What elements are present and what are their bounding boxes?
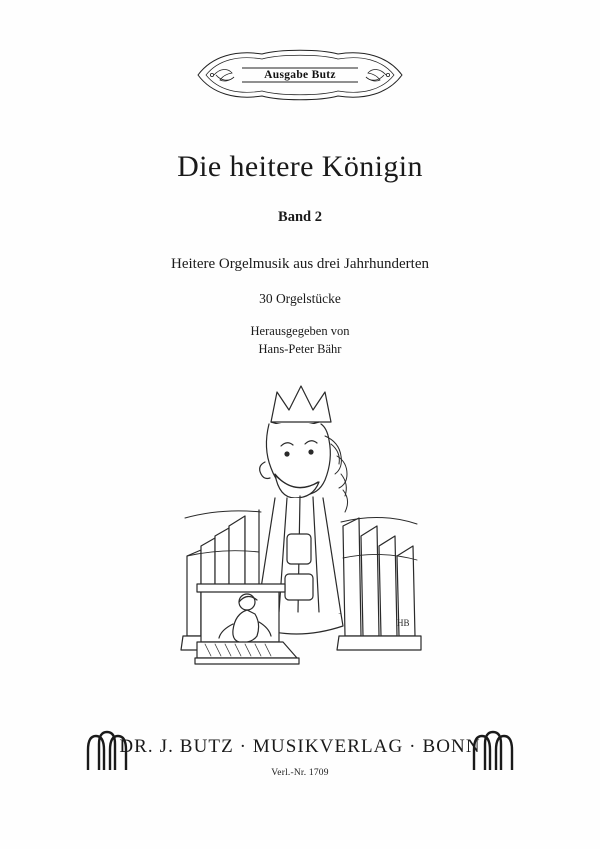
publisher-name: DR. J. BUTZ · MUSIKVERLAG · BONN	[119, 736, 481, 757]
illustration-signature: HB	[397, 618, 410, 628]
volume-label: Band 2	[278, 209, 322, 225]
editor-prefix: Herausgegeben von	[250, 324, 350, 338]
title-block	[0, 150, 600, 307]
cover-illustration	[135, 378, 465, 678]
emblem-ornament-right	[366, 69, 390, 81]
right-organ-pipes	[337, 517, 421, 650]
emblem-ornament-left	[210, 69, 234, 81]
crown-icon	[271, 386, 331, 426]
footer	[0, 718, 600, 778]
publisher-emblem	[190, 46, 410, 104]
piece-count: 30 Orgelstücke	[259, 291, 341, 306]
emblem-label: Ausgabe Butz	[264, 69, 336, 81]
queen-face	[260, 424, 331, 498]
organ-pipe-arch-icon-right	[470, 726, 516, 772]
subtitle: Heitere Orgelmusik aus drei Jahrhunderten	[171, 256, 429, 272]
editor-name: Hans-Peter Bähr	[258, 342, 342, 357]
organ-pipe-arch-icon-left	[84, 726, 130, 772]
editor-credit	[0, 322, 600, 358]
catalog-number: Verl.-Nr. 1709	[271, 768, 329, 778]
page-title: Die heitere Königin	[177, 150, 423, 183]
